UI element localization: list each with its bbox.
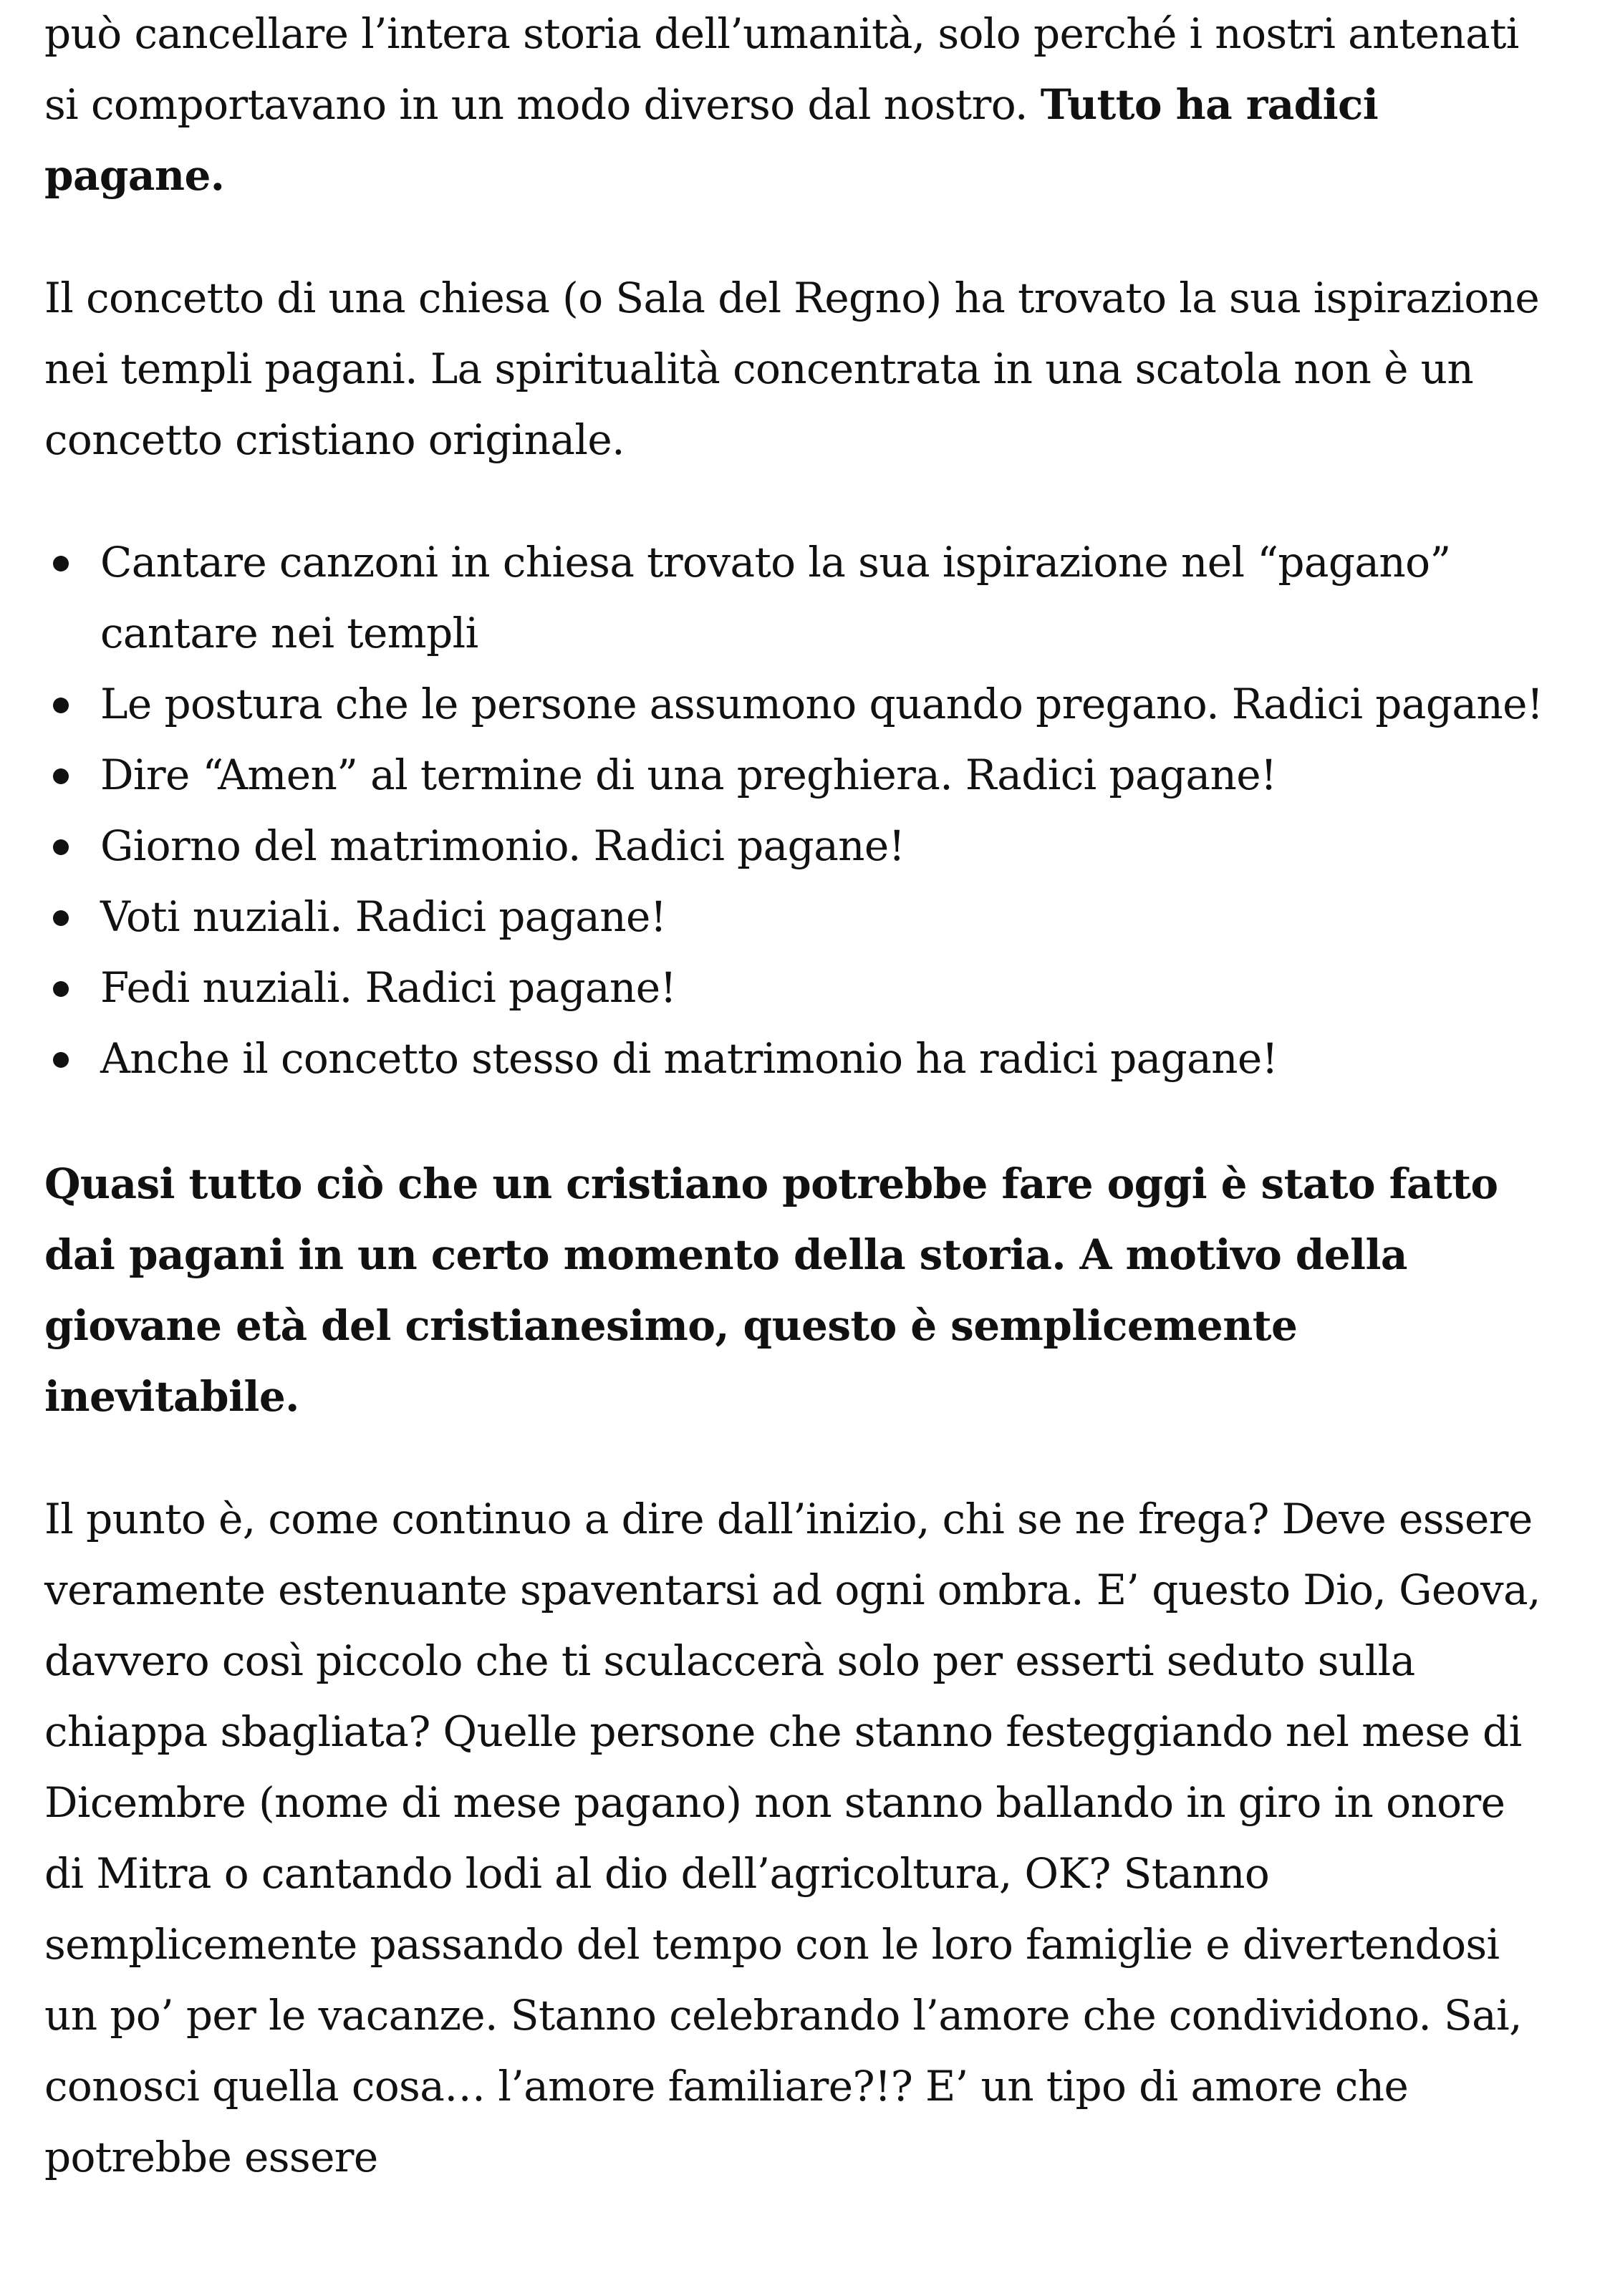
pagan-roots-list — [44, 527, 1548, 1094]
bullet-icon — [53, 910, 69, 926]
list-item-text: Fedi nuziali. Radici pagane! — [100, 963, 677, 1012]
paragraph-church-concept: Il concetto di una chiesa (o Sala del Regno) ha trovato la sua ispirazione nei templi pagani. La spiritualità concentrata in una scatola non è un concetto cristiano originale. — [44, 274, 1540, 464]
paragraph-pagan-history — [44, 0, 1548, 211]
paragraph-bold-statement: Quasi tutto ciò che un cristiano potrebbe fare oggi è stato fatto dai pagani in un certo momento della storia. A motivo della giovane età del cristianesimo, questo è semplicemente inevitabile. — [44, 1159, 1498, 1421]
bullet-icon — [53, 839, 69, 855]
bullet-icon — [53, 768, 69, 784]
list-item-text: Cantare canzoni in chiesa trovato la sua ispirazione nel “pagano” cantare nei templi — [100, 538, 1451, 657]
list-item — [100, 811, 1548, 882]
list-item — [100, 1023, 1548, 1094]
bullet-icon — [53, 1052, 69, 1068]
list-item-text: Le postura che le persone assumono quando pregano. Radici pagane! — [100, 680, 1543, 728]
list-item-text: Giorno del matrimonio. Radici pagane! — [100, 821, 905, 870]
list-item — [100, 882, 1548, 952]
list-item — [100, 669, 1548, 740]
list-item-text: Anche il concetto stesso di matrimonio ha radici pagane! — [100, 1034, 1278, 1083]
list-item — [100, 527, 1548, 669]
bullet-icon — [53, 981, 69, 997]
article-body — [44, 0, 1548, 2193]
list-item — [100, 952, 1548, 1023]
list-item-text: Dire “Amen” al termine di una preghiera. Radici pagane! — [100, 751, 1277, 799]
list-item-text: Voti nuziali. Radici pagane! — [100, 892, 667, 941]
paragraph-text: può cancellare l’intera storia dell’umanità, solo perché i nostri antenati si comportavano in un modo diverso dal nostro. — [44, 9, 1519, 129]
list-item — [100, 740, 1548, 811]
paragraph-bold-text: Tutto ha radici pagane. — [44, 80, 1379, 200]
bullet-icon — [53, 698, 69, 713]
paragraph-conclusion: Il punto è, come continuo a dire dall’inizio, chi se ne frega? Deve essere veramente estenuante spaventarsi ad ogni ombra. E’ questo Dio, Geova, davvero così piccolo che ti sculaccerà solo per esserti seduto sulla chiappa sbagliata? Quelle persone che stanno festeggiando nel mese di Dicembre (nome di mese pagano) non stanno ballando in giro in onore di Mitra o cantando lodi al dio dell’agricoltura, OK? Stanno semplicemente passando del tempo con le loro famiglie e divertendosi un po’ per le vacanze. Stanno celebrando l’amore che condividono. Sai, conosci quella cosa… l’amore familiare?!? E’ un tipo di amore che potrebbe essere — [44, 1495, 1541, 2181]
bullet-icon — [53, 556, 69, 571]
